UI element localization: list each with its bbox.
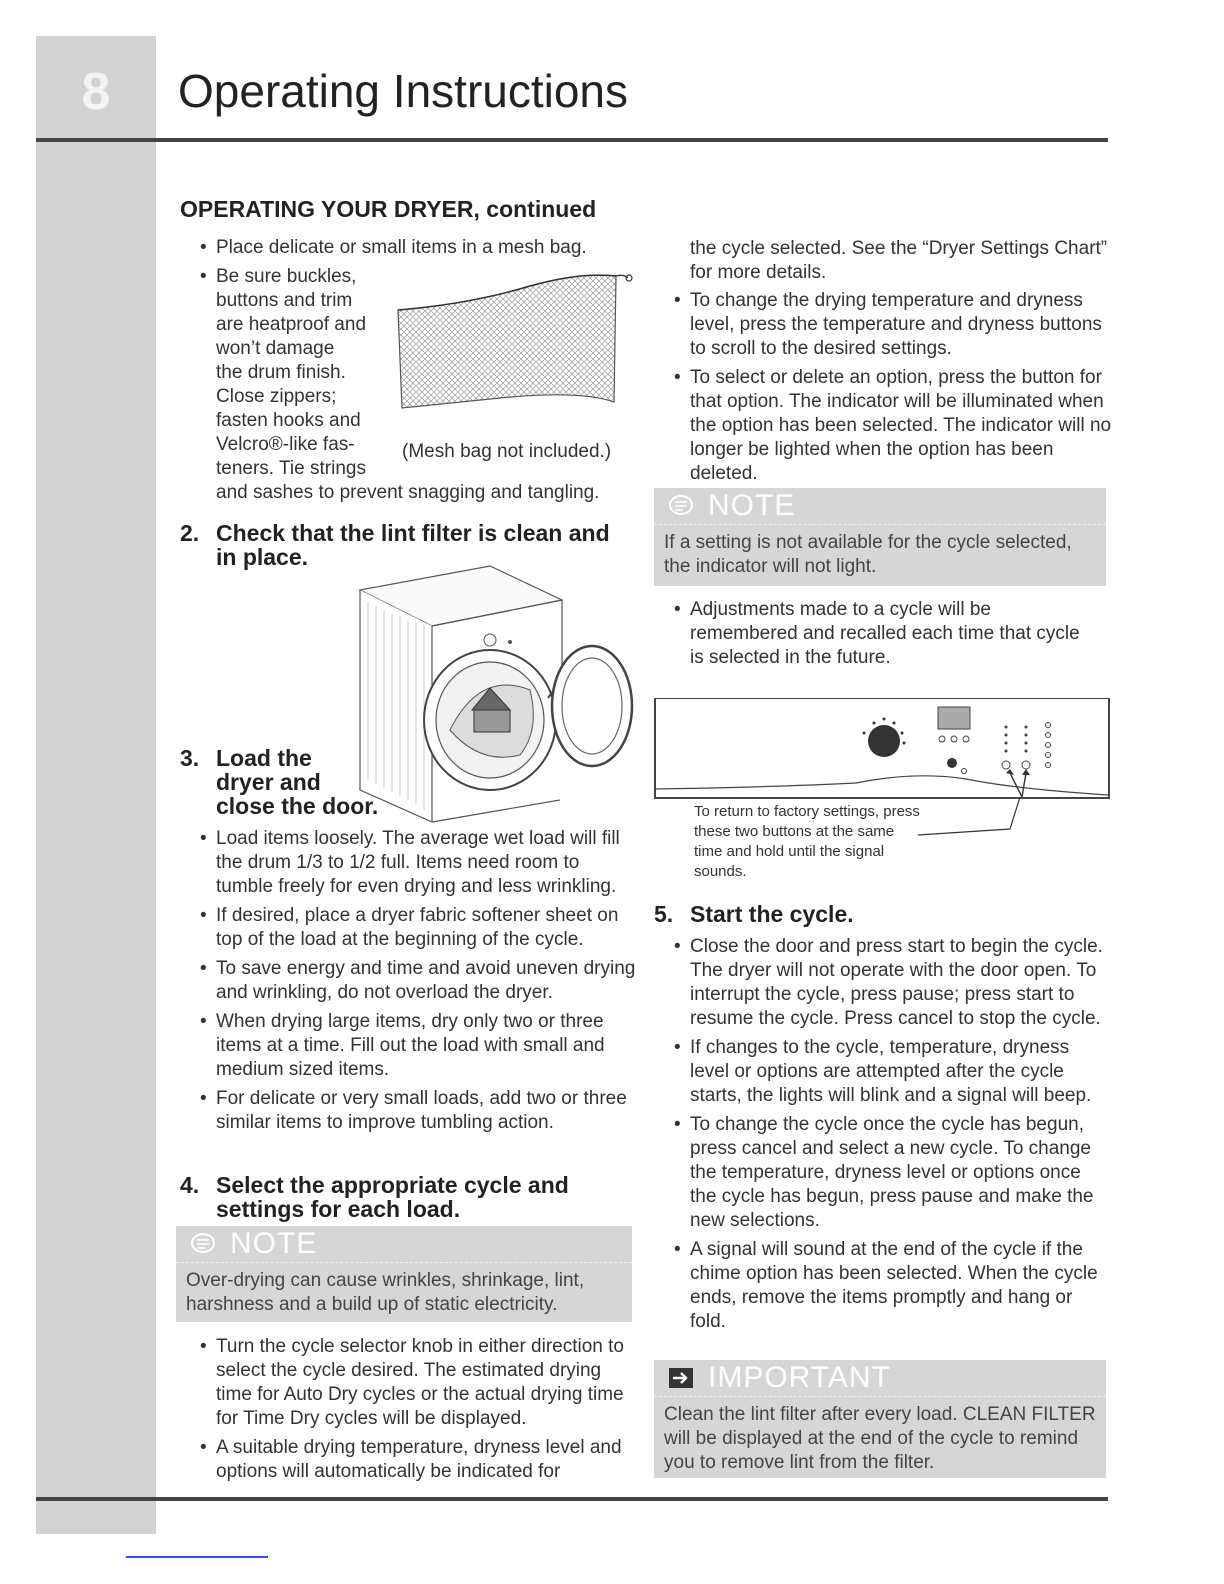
step-number: 2. bbox=[180, 520, 200, 546]
text-line: Close zippers; bbox=[216, 386, 337, 407]
panel-caption: To return to factory settings, press these two buttons at the same time and hold until the signal sounds. bbox=[694, 803, 920, 880]
note-label: NOTE bbox=[230, 1227, 318, 1260]
text-line: won’t damage bbox=[216, 338, 335, 359]
arrow-icon bbox=[668, 1367, 694, 1389]
step-text: dryer and bbox=[216, 769, 321, 795]
text-line: teners. Tie strings bbox=[216, 458, 366, 479]
list-item: • If changes to the cycle, temperature, dryness level or options are attempted after the cycle starts, the lights will blink and a signal will beep. bbox=[674, 1036, 1110, 1108]
right-bullets-b bbox=[674, 598, 1094, 675]
list-item: • Turn the cycle selector knob in either direction to select the cycle desired. The estimated drying time for Auto Dry cycles or the actual drying time for Time Dry cycles will be displayed. bbox=[200, 1335, 636, 1431]
note-box bbox=[654, 488, 1106, 586]
header-rule bbox=[36, 138, 1108, 142]
step-4-bullets bbox=[200, 1335, 636, 1489]
note-text: If a setting is not available for the cycle selected, the indicator will not light. bbox=[664, 532, 1072, 577]
footer-rule bbox=[36, 1497, 1108, 1501]
step-text: settings for each load. bbox=[216, 1196, 461, 1222]
important-text: Clean the lint filter after every load. CLEAN FILTER will be displayed at the end of the cycle to remind you to remove lint from the filter. bbox=[664, 1404, 1096, 1473]
text-line: and sashes to prevent snagging and tangling. bbox=[216, 482, 600, 503]
note-icon bbox=[190, 1233, 216, 1255]
right-bullets-a bbox=[674, 289, 1114, 491]
list-item: • To change the cycle once the cycle has begun, press cancel and select a new cycle. To change the temperature, dryness level or options once the cycle has begun, press pause and make the new selections. bbox=[674, 1113, 1110, 1233]
step-4-heading bbox=[180, 1173, 650, 1221]
list-item: • Close the door and press start to begin the cycle. The dryer will not operate with the door open. To interrupt the cycle, press pause; press start to resume the cycle. Press cancel to stop the cycle. bbox=[674, 935, 1110, 1031]
list-item: • Adjustments made to a cycle will be remembered and recalled each time that cycle is selected in the future. bbox=[674, 598, 1094, 670]
list-item: • Place delicate or small items in a mesh bag. bbox=[200, 236, 640, 260]
step-3-heading bbox=[180, 746, 420, 818]
list-item: • Load items loosely. The average wet load will fill the drum 1/3 to 1/2 full. Items need room to tumble freely for even drying and less wrinkling. bbox=[200, 827, 636, 899]
text-line: Velcro®-like fas- bbox=[216, 434, 355, 455]
list-item: • To select or delete an option, press the button for that option. The indicator will be illuminated when the option has been selected. The indicator will no longer be lighted when the option has been deleted. bbox=[674, 366, 1114, 486]
step-number: 3. bbox=[180, 745, 200, 771]
mesh-bag-illustration bbox=[380, 266, 640, 446]
control-panel-illustration bbox=[654, 698, 1110, 799]
list-item: • A signal will sound at the end of the cycle if the chime option has been selected. When the cycle ends, remove the items promptly and hang or fold. bbox=[674, 1238, 1110, 1334]
step-text: Check that the lint filter is clean and bbox=[216, 520, 610, 546]
list-item: • If desired, place a dryer fabric softener sheet on top of the load at the beginning of the cycle. bbox=[200, 904, 636, 952]
list-item: • Be sure buckles, bbox=[200, 265, 640, 289]
page-number: 8 bbox=[81, 63, 111, 121]
note-label: NOTE bbox=[708, 489, 796, 522]
continued-text: the cycle selected. See the “Dryer Settings Chart” for more details. bbox=[690, 238, 1108, 283]
list-item: • To save energy and time and avoid uneven drying and wrinkling, do not overload the dryer. bbox=[200, 957, 636, 1005]
text-line: buttons and trim bbox=[216, 290, 353, 311]
text-line: are heatproof and bbox=[216, 314, 367, 335]
step-text: in place. bbox=[216, 544, 309, 570]
step-text: Start the cycle. bbox=[690, 901, 854, 927]
note-icon bbox=[668, 495, 694, 517]
step-number: 5. bbox=[654, 901, 674, 927]
page-sidebar bbox=[36, 36, 156, 1534]
note-box bbox=[176, 1226, 632, 1322]
note-text: Over-drying can cause wrinkles, shrinkage, lint, harshness and a build up of static electricity. bbox=[186, 1270, 585, 1315]
step-text: close the door. bbox=[216, 793, 379, 819]
important-label: IMPORTANT bbox=[708, 1361, 891, 1394]
text-line: fasten hooks and bbox=[216, 410, 361, 431]
important-box bbox=[654, 1360, 1106, 1478]
step-5-bullets bbox=[674, 935, 1110, 1339]
control-panel-drawing bbox=[656, 699, 1108, 797]
section-title: OPERATING YOUR DRYER, continued bbox=[180, 196, 597, 222]
page-title: Operating Instructions bbox=[178, 65, 629, 117]
list-item: • A suitable drying temperature, dryness level and options will automatically be indicated for bbox=[200, 1436, 636, 1484]
list-item: • For delicate or very small loads, add two or three similar items to improve tumbling action. bbox=[200, 1087, 636, 1135]
step-text: Select the appropriate cycle and bbox=[216, 1172, 569, 1198]
mesh-bag-caption: (Mesh bag not included.) bbox=[402, 441, 612, 462]
list-item: • To change the drying temperature and dryness level, press the temperature and dryness buttons to scroll to the desired settings. bbox=[674, 289, 1114, 361]
footer-link-line bbox=[126, 1556, 268, 1558]
step-3-bullets bbox=[200, 827, 636, 1140]
list-item: • When drying large items, dry only two or three items at a time. Fill out the load with small and medium sized items. bbox=[200, 1010, 636, 1082]
step-number: 4. bbox=[180, 1172, 200, 1198]
step-text: Load the bbox=[216, 745, 312, 771]
text-line: the drum finish. bbox=[216, 362, 346, 383]
step-5-heading bbox=[654, 902, 1094, 926]
